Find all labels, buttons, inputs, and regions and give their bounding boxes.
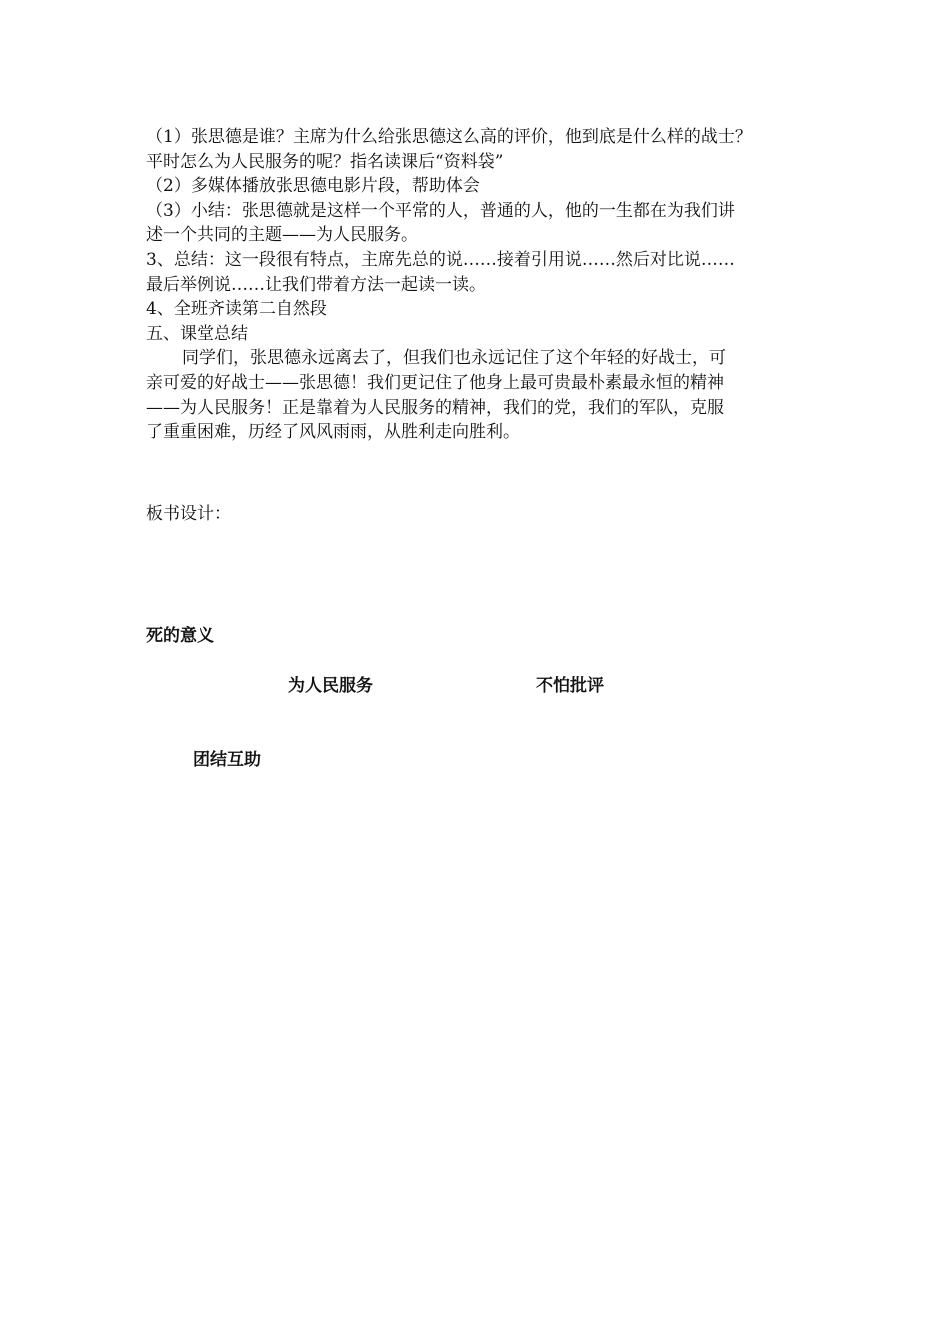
text-line: （2）多媒体播放张思德电影片段，帮助体会 — [146, 176, 480, 197]
text-line: 述一个共同的主题——为人民服务。 — [146, 225, 418, 246]
board-item-not-afraid-criticism: 不怕批评 — [536, 676, 604, 696]
lesson-body-text — [146, 125, 846, 445]
text-line: （1）张思德是谁？主席为什么给张思德这么高的评价，他到底是什么样的战士？ — [146, 127, 752, 147]
paragraph-first-line: 同学们，张思德永远离去了，但我们也永远记住了这个年轻的好战士，可 — [182, 348, 726, 369]
text-line: 最后举例说……让我们带着方法一起读一读。 — [146, 274, 486, 295]
section-heading: 五、课堂总结 — [146, 323, 248, 344]
board-item-unity-help: 团结互助 — [193, 750, 261, 770]
board-design-label: 板书设计： — [146, 504, 231, 524]
text-line: 平时怎么为人民服务的呢？指名读课后“资料袋” — [146, 151, 504, 172]
text-line: 亲可爱的好战士——张思德！我们更记住了他身上最可贵最朴素最永恒的精神 — [146, 372, 724, 393]
text-line: 了重重困难，历经了风风雨雨，从胜利走向胜利。 — [146, 422, 520, 443]
board-item-death-meaning: 死的意义 — [146, 626, 214, 646]
text-line: （3）小结：张思德就是这样一个平常的人，普通的人，他的一生都在为我们讲 — [146, 200, 735, 221]
text-line: 3、总结：这一段很有特点，主席先总的说……接着引用说……然后对比说…… — [146, 249, 735, 270]
text-line: ——为人民服务！正是靠着为人民服务的精神，我们的党，我们的军队，克服 — [146, 397, 724, 418]
board-item-serve-people: 为人民服务 — [288, 676, 373, 696]
text-line: 4、全班齐读第二自然段 — [146, 299, 327, 320]
